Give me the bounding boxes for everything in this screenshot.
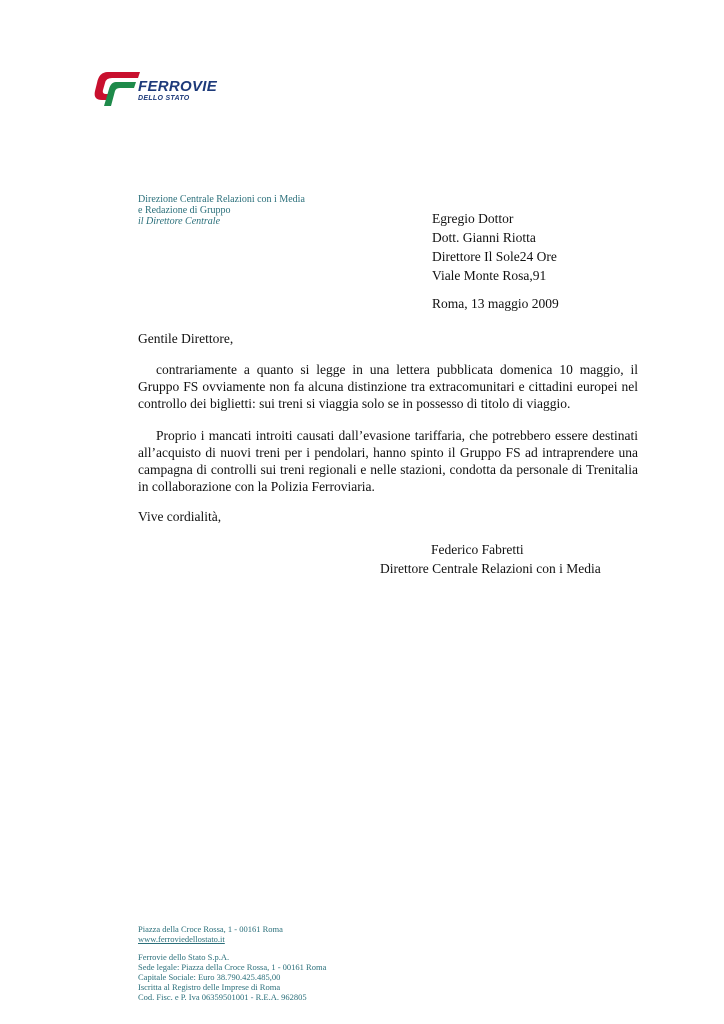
signature-name: Federico Fabretti bbox=[431, 542, 524, 557]
body-paragraph-1: contrariamente a quanto si legge in una lettera pubblicata domenica 10 maggio, il Gruppo FS ovviamente non fa alcuna distinzione tra extracomunitari e cittadini europei nel controllo dei biglietti: sui treni si viaggia solo se in possesso di titolo di viaggio. bbox=[138, 362, 638, 411]
footer-registry: Iscritta al Registro delle Imprese di Roma bbox=[138, 982, 281, 992]
footer-company: Ferrovie dello Stato S.p.A. bbox=[138, 952, 230, 962]
footer-website-link[interactable]: www.ferroviedellostato.it bbox=[138, 934, 225, 944]
letter-date: Roma, 13 maggio 2009 bbox=[432, 296, 559, 311]
sender-line-1: Direzione Centrale Relazioni con i Media bbox=[138, 194, 305, 205]
recipient-line-3: Direttore Il Sole24 Ore bbox=[432, 249, 557, 264]
logo-wordmark: FERROVIE bbox=[138, 78, 218, 95]
recipient-block bbox=[432, 209, 557, 285]
ferrovie-logo bbox=[94, 68, 244, 108]
sender-line-3: il Direttore Centrale bbox=[138, 216, 221, 227]
sender-block bbox=[138, 194, 305, 227]
footer-tax: Cod. Fisc. e P. Iva 06359501001 - R.E.A. 962805 bbox=[138, 992, 307, 1002]
closing: Vive cordialità, bbox=[138, 509, 222, 524]
fs-logo-icon bbox=[94, 68, 140, 108]
footer-address: Piazza della Croce Rossa, 1 - 00161 Roma bbox=[138, 924, 283, 934]
recipient-line-1: Egregio Dottor bbox=[432, 211, 514, 226]
recipient-line-2: Dott. Gianni Riotta bbox=[432, 230, 536, 245]
footer bbox=[138, 924, 326, 1002]
footer-capital: Capitale Sociale: Euro 38.790.425.485,00 bbox=[138, 972, 281, 982]
body-paragraph-2: Proprio i mancati introiti causati dall’evasione tariffaria, che potrebbero essere destinati all’acquisto di nuovi treni per i pendolari, hanno spinto il Gruppo FS ad intraprendere una campagna di controlli sui treni regionali e nelle stazioni, condotta da personale di Trenitalia in collaborazione con la Polizia Ferroviaria. bbox=[138, 428, 638, 494]
sender-line-2: e Redazione di Gruppo bbox=[138, 205, 231, 216]
signature-title: Direttore Centrale Relazioni con i Media bbox=[380, 561, 601, 576]
footer-seat: Sede legale: Piazza della Croce Rossa, 1 - 00161 Roma bbox=[138, 962, 327, 972]
recipient-line-4: Viale Monte Rosa,91 bbox=[432, 268, 547, 283]
footer-legal bbox=[138, 952, 326, 1002]
logo-subtitle: DELLO STATO bbox=[138, 95, 190, 102]
greeting: Gentile Direttore, bbox=[138, 331, 234, 346]
